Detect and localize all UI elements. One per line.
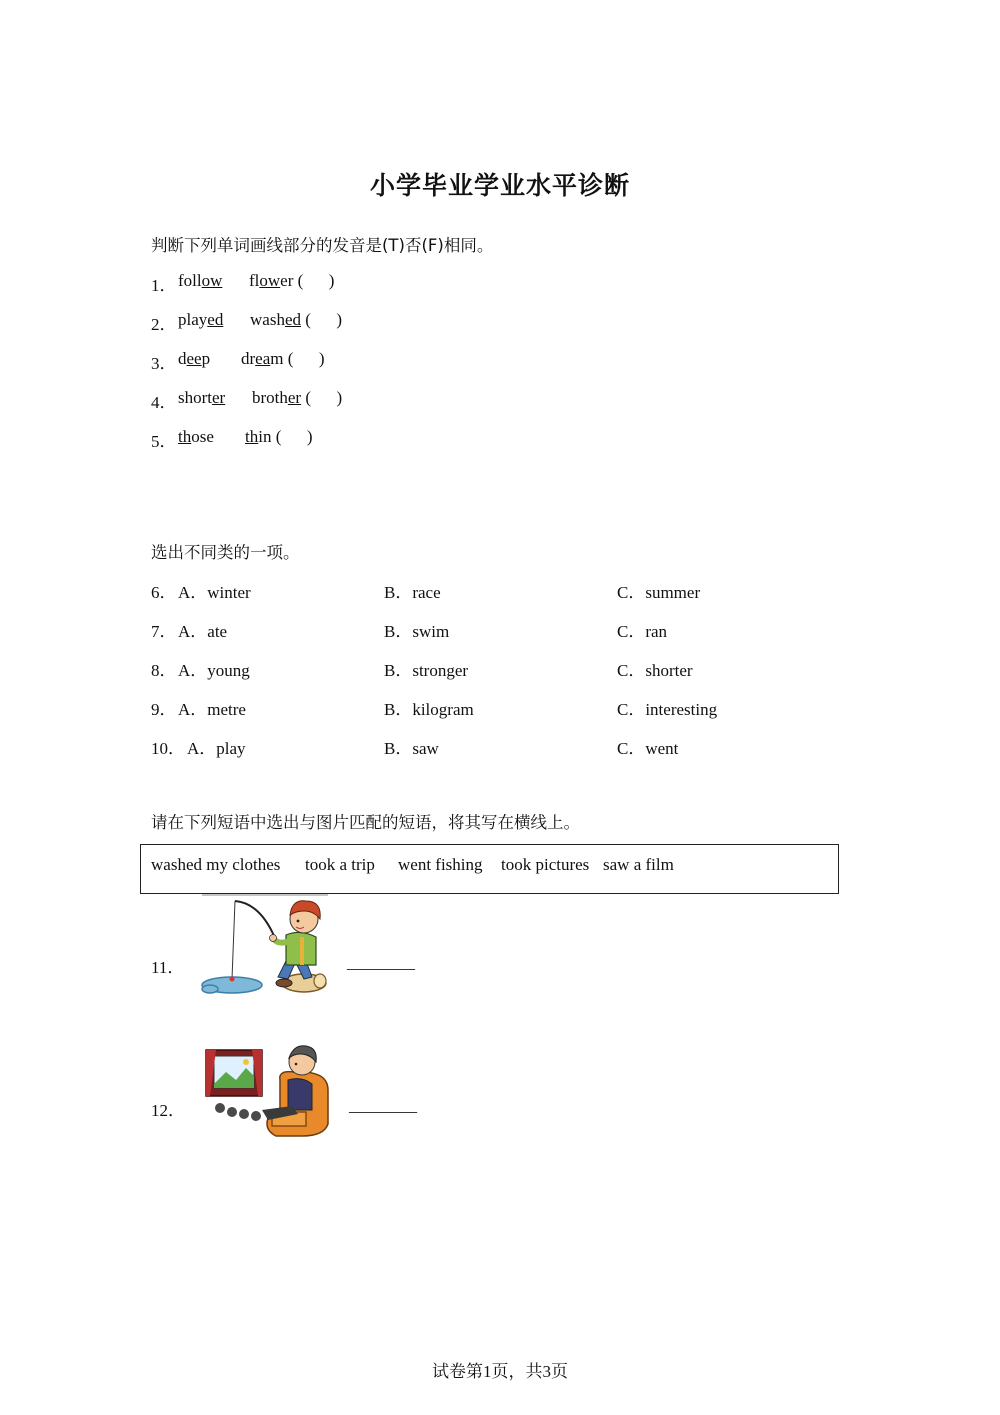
word-2-underlined: ed bbox=[284, 310, 301, 329]
option-b[interactable]: B．swim bbox=[384, 622, 450, 641]
phrase-4: took pictures bbox=[501, 855, 590, 874]
question-number: 4． bbox=[151, 393, 177, 412]
word-2-prefix: fl bbox=[249, 271, 260, 290]
word-2 bbox=[245, 427, 313, 447]
question-11-number: 11． bbox=[151, 958, 185, 977]
word-2-prefix: dr bbox=[241, 349, 256, 368]
option-c[interactable]: C．ran bbox=[617, 622, 668, 641]
word-1 bbox=[178, 349, 210, 369]
phrase-box bbox=[140, 844, 839, 894]
option-c[interactable]: C．interesting bbox=[617, 700, 718, 719]
answer-parentheses[interactable]: ( ) bbox=[287, 349, 325, 368]
section2-instruction: 选出不同类的一项。 bbox=[151, 543, 300, 562]
answer-parentheses[interactable]: ( ) bbox=[305, 388, 343, 407]
question-number: 2． bbox=[151, 315, 177, 334]
question-number: 3． bbox=[151, 354, 177, 373]
word-1-prefix: play bbox=[178, 310, 208, 329]
word-2-prefix: broth bbox=[252, 388, 288, 407]
question-number: 5． bbox=[151, 432, 177, 451]
word-1-underlined: th bbox=[178, 427, 192, 446]
word-1-suffix: p bbox=[201, 349, 211, 368]
word-2-underlined: ow bbox=[259, 271, 281, 290]
word-2-suffix: in bbox=[258, 427, 272, 446]
phrase-1: washed my clothes bbox=[151, 855, 281, 874]
answer-parentheses[interactable]: ( ) bbox=[297, 271, 335, 290]
option-c[interactable]: C．shorter bbox=[617, 661, 693, 680]
question-12-number: 12． bbox=[151, 1101, 185, 1120]
option-c[interactable]: C．went bbox=[617, 739, 679, 758]
word-1 bbox=[178, 427, 214, 447]
word-1 bbox=[178, 310, 223, 330]
word-1-underlined: ed bbox=[207, 310, 224, 329]
question-number: 8． bbox=[151, 661, 177, 680]
word-1 bbox=[178, 271, 222, 291]
question-11-answer-blank[interactable]: ________ bbox=[347, 953, 415, 972]
phrase-2: took a trip bbox=[305, 855, 375, 874]
question-number: 9． bbox=[151, 700, 177, 719]
word-1-underlined: er bbox=[212, 388, 226, 407]
section3-instruction: 请在下列短语中选出与图片匹配的短语，将其写在横线上。 bbox=[151, 813, 580, 832]
question-number: 6． bbox=[151, 583, 177, 602]
word-2 bbox=[252, 388, 342, 408]
word-1-underlined: ow bbox=[201, 271, 223, 290]
option-b[interactable]: B．race bbox=[384, 583, 441, 602]
word-1 bbox=[178, 388, 225, 408]
option-b[interactable]: B．stronger bbox=[384, 661, 469, 680]
question-12-answer-blank[interactable]: ________ bbox=[349, 1096, 417, 1115]
option-b[interactable]: B．kilogram bbox=[384, 700, 474, 719]
word-1-prefix: foll bbox=[178, 271, 202, 290]
question-number: 7． bbox=[151, 622, 177, 641]
word-2-underlined: ea bbox=[255, 349, 271, 368]
phrase-3: went fishing bbox=[398, 855, 483, 874]
word-1-underlined: ee bbox=[186, 349, 202, 368]
word-2-suffix: m bbox=[270, 349, 284, 368]
section1-instruction: 判断下列单词画线部分的发音是(T)否(F)相同。 bbox=[151, 236, 494, 255]
question-number: 10． bbox=[151, 739, 185, 758]
option-b[interactable]: B．saw bbox=[384, 739, 439, 758]
answer-parentheses[interactable]: ( ) bbox=[305, 310, 343, 329]
word-2-prefix: wash bbox=[250, 310, 285, 329]
page-title: 小学毕业学业水平诊断 bbox=[369, 171, 630, 200]
phrase-5: saw a film bbox=[603, 855, 674, 874]
word-2-underlined: th bbox=[245, 427, 259, 446]
option-a[interactable]: A．ate bbox=[178, 622, 228, 641]
word-2 bbox=[249, 271, 334, 291]
word-1-prefix: short bbox=[178, 388, 212, 407]
option-a[interactable]: A．play bbox=[187, 739, 246, 758]
word-2-suffix: er bbox=[280, 271, 294, 290]
option-a[interactable]: A．metre bbox=[178, 700, 246, 719]
answer-parentheses[interactable]: ( ) bbox=[275, 427, 313, 446]
word-2 bbox=[241, 349, 325, 369]
option-c[interactable]: C．summer bbox=[617, 583, 701, 602]
word-1-prefix: d bbox=[178, 349, 187, 368]
page-footer: 试卷第1页，共3页 bbox=[432, 1362, 568, 1381]
word-2-underlined: er bbox=[287, 388, 302, 407]
word-2 bbox=[250, 310, 342, 330]
option-a[interactable]: A．winter bbox=[178, 583, 251, 602]
option-a[interactable]: A．young bbox=[178, 661, 250, 680]
boy-fishing-picture bbox=[200, 893, 330, 998]
boy-watching-film-picture bbox=[202, 1040, 332, 1140]
question-number: 1． bbox=[151, 276, 177, 295]
word-1-suffix: ose bbox=[191, 427, 214, 446]
